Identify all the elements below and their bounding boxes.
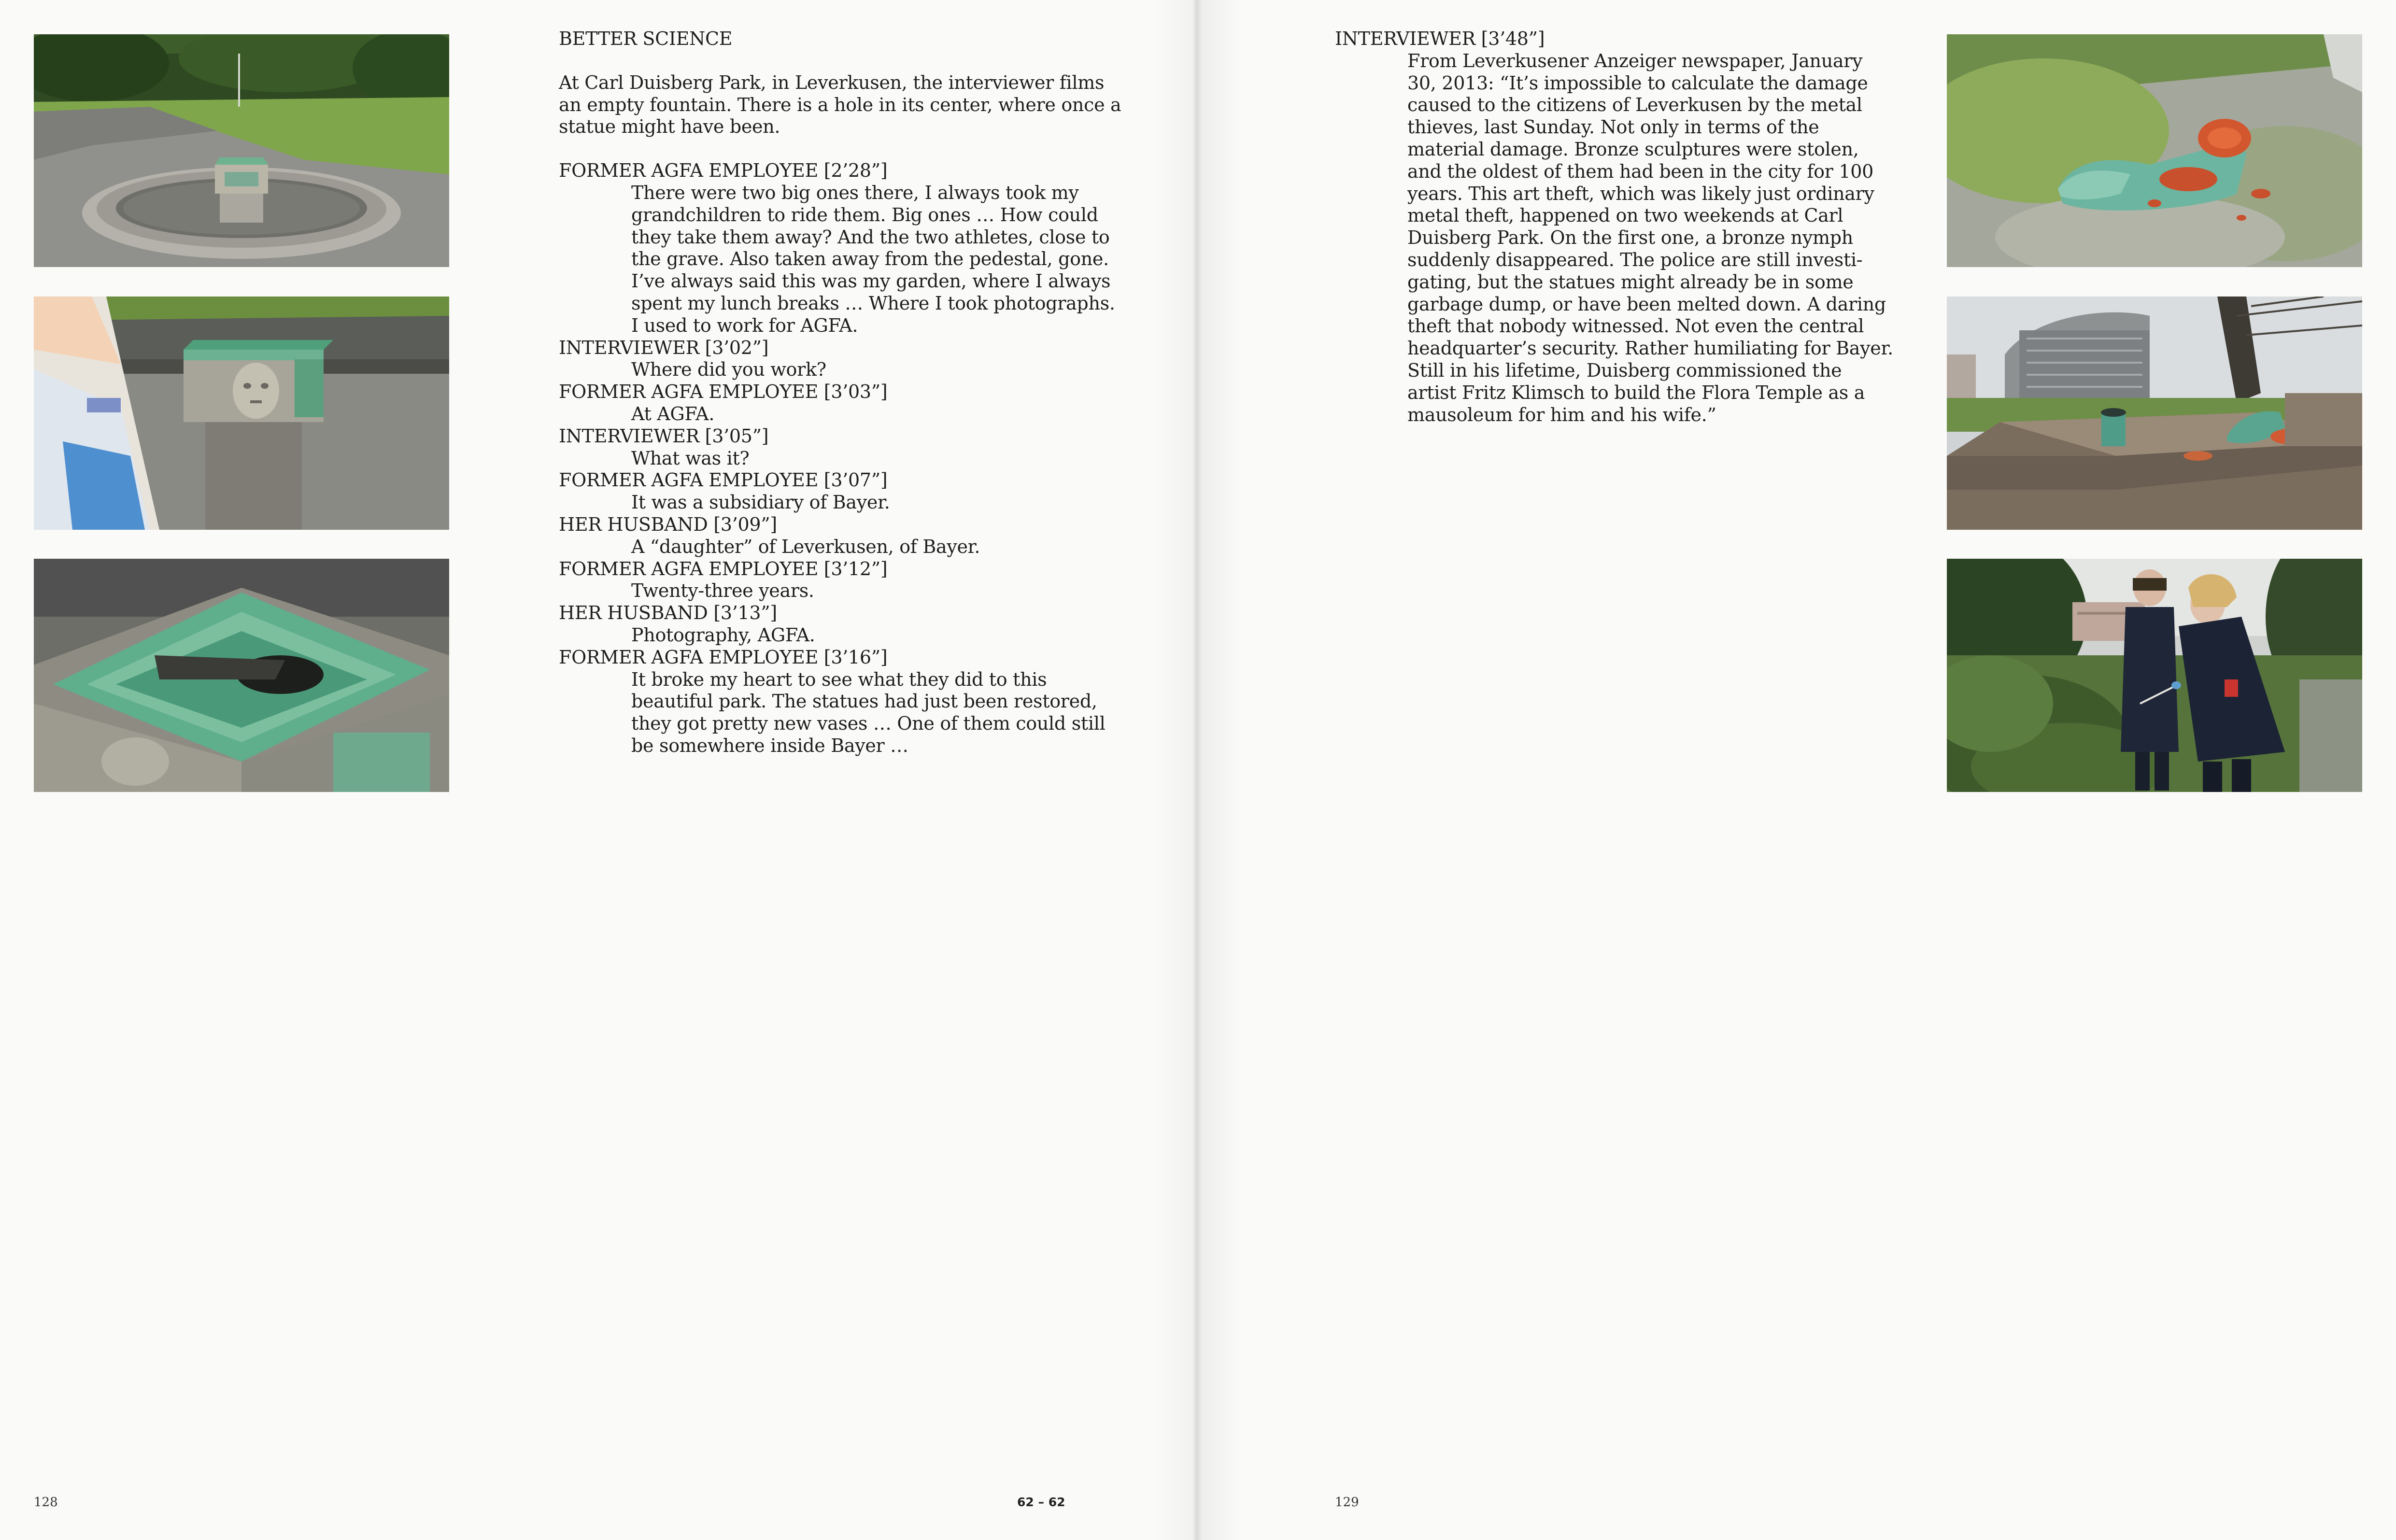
dialogue-entry — [559, 425, 1100, 470]
dialogue-line: It was a subsidiary of Bayer. — [631, 492, 890, 513]
dialogue-line: metal theft, happened on two weekends at Carl — [1407, 205, 1843, 226]
intro-line: an empty fountain. There is a hole in its center, where once a — [559, 94, 1121, 115]
dialogue-line: I’ve always said this was my garden, where I always — [631, 270, 1111, 292]
dialogue-line: Twenty-three years. — [631, 580, 814, 602]
dialogue-entry — [559, 514, 1100, 558]
speaker-label: FORMER AGFA EMPLOYEE [3’16”] — [559, 646, 888, 668]
dialogue-line: From Leverkusener Anzeiger newspaper, January — [1407, 50, 1863, 71]
dialogue-line: spent my lunch breaks … Where I took photographs. — [631, 292, 1115, 314]
speaker-label: INTERVIEWER [3’02”] — [559, 337, 769, 358]
intro-line: statue might have been. — [559, 116, 780, 138]
dialogue-line: Still in his lifetime, Duisberg commissioned the — [1407, 359, 1842, 381]
dialogue-line: gating, but the statues might already be in some — [1407, 271, 1854, 293]
pedestal-face-image — [34, 297, 449, 530]
dialogue-line: material damage. Bronze sculptures were stolen, — [1407, 138, 1859, 160]
dialogue-line: be somewhere inside Bayer … — [631, 735, 908, 756]
dialogue-entry — [559, 646, 1106, 757]
dialogue-entry — [1335, 28, 1893, 426]
dialogue-entry — [559, 602, 1100, 647]
pedestal-hole-image — [34, 559, 449, 792]
dialogue-line: they take them away? And the two athletes, close to — [631, 226, 1110, 248]
speaker-label: FORMER AGFA EMPLOYEE [2’28”] — [559, 160, 888, 182]
dialogue-line: beautiful park. The statues had just been restored, — [631, 691, 1097, 712]
dialogue-line: theft that nobody witnessed. Not even the central — [1407, 315, 1864, 337]
dialogue-entry — [559, 558, 1100, 603]
photo-empty-fountain — [34, 34, 449, 267]
issue-number: 62 – 62 — [1017, 1495, 1065, 1509]
photo-police-investigation — [1947, 559, 2362, 792]
dialogue-line: Duisberg Park. On the first one, a bronze nymph — [1407, 227, 1853, 249]
left-text-column — [559, 28, 1121, 757]
section-heading: BETTER SCIENCE — [559, 28, 733, 49]
dialogue-line: mausoleum for him and his wife.” — [1407, 404, 1716, 425]
right-page — [1197, 0, 2396, 1540]
dialogue-line: Photography, AGFA. — [631, 624, 815, 646]
speaker-label: FORMER AGFA EMPLOYEE [3’12”] — [559, 558, 888, 579]
fountain-park-image — [34, 34, 449, 267]
intro-paragraph — [559, 71, 1121, 138]
dialogue-line: A “daughter” of Leverkusen, of Bayer. — [631, 536, 980, 557]
right-text-column — [1335, 28, 1893, 426]
dialogue-line: At AGFA. — [631, 403, 715, 424]
intro-line: At Carl Duisberg Park, in Leverkusen, the interviewer films — [559, 71, 1105, 93]
dialogue-line: Where did you work? — [631, 359, 826, 381]
speaker-label: INTERVIEWER [3’48”] — [1335, 28, 1545, 49]
photo-feet-on-plinth — [1947, 297, 2362, 530]
dialogue-line: they got pretty new vases … One of them could still — [631, 713, 1106, 735]
feet-plinth-image — [1947, 297, 2362, 530]
dialogue-line: years. This art theft, which was likely just ordinary — [1407, 183, 1874, 204]
speaker-label: INTERVIEWER [3’05”] — [559, 425, 769, 447]
police-officers-image — [1947, 559, 2362, 792]
dialogue-line: garbage dump, or have been melted down. A daring — [1407, 293, 1886, 315]
dialogue-entry — [559, 381, 1100, 425]
broken-foot-image — [1947, 34, 2362, 267]
speaker-label: FORMER AGFA EMPLOYEE [3’07”] — [559, 469, 888, 491]
speaker-label: HER HUSBAND [3’13”] — [559, 602, 777, 624]
dialogue-line: artist Fritz Klimsch to build the Flora Temple as a — [1407, 381, 1865, 403]
photo-pedestal-hole — [34, 559, 449, 792]
photo-pedestal-closeup — [34, 297, 449, 530]
photo-broken-foot — [1947, 34, 2362, 267]
speaker-label: HER HUSBAND [3’09”] — [559, 513, 777, 535]
dialogue-line: and the oldest of them had been in the city for 100 — [1407, 160, 1873, 182]
left-page — [0, 0, 1197, 1540]
dialogue-line: There were two big ones there, I always took my — [631, 182, 1079, 203]
dialogue-entry — [559, 337, 1100, 381]
dialogue-line: headquarter’s security. Rather humiliating for Bayer. — [1407, 338, 1893, 359]
page-number-right: 129 — [1335, 1495, 1359, 1510]
dialogue-line: caused to the citizens of Leverkusen by the metal — [1407, 94, 1862, 116]
dialogue-entry — [559, 160, 1115, 337]
dialogue-line: the grave. Also taken away from the pedestal, gone. — [631, 248, 1109, 270]
dialogue-line: I used to work for AGFA. — [631, 314, 858, 336]
dialogue-line: thieves, last Sunday. Not only in terms of the — [1407, 116, 1819, 138]
dialogue-line: suddenly disappeared. The police are still investi- — [1407, 249, 1863, 270]
dialogue-entry — [559, 469, 1100, 514]
page-number-left: 128 — [34, 1495, 58, 1510]
speaker-label: FORMER AGFA EMPLOYEE [3’03”] — [559, 381, 888, 403]
dialogue-line: What was it? — [631, 447, 750, 469]
dialogue-line: grandchildren to ride them. Big ones … How could — [631, 204, 1098, 226]
dialogue-line: 30, 2013: “It’s impossible to calculate the damage — [1407, 72, 1868, 94]
dialogue-line: It broke my heart to see what they did to this — [631, 668, 1047, 690]
